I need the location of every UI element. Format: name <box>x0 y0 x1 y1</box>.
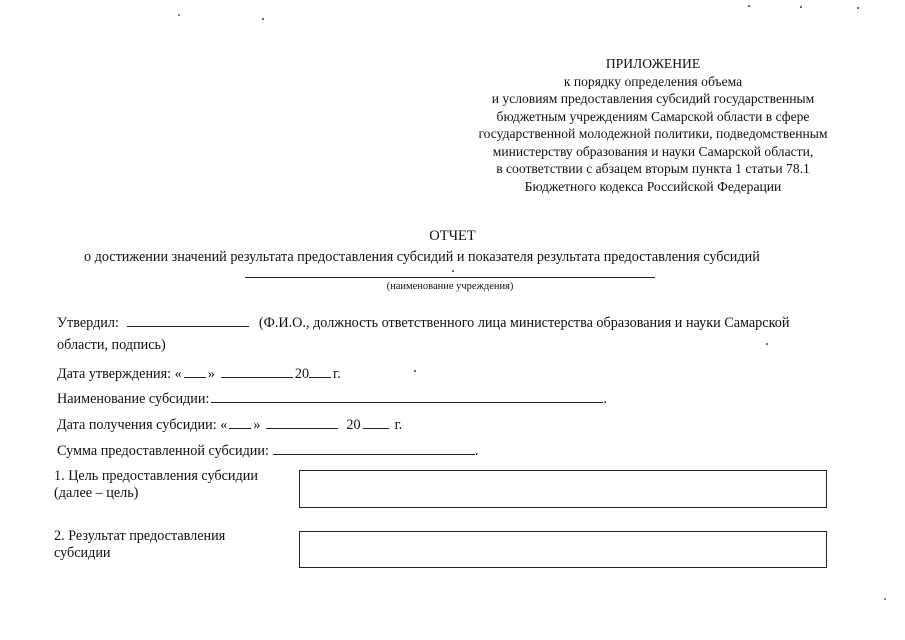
approval-month-blank[interactable] <box>221 363 293 378</box>
subsidy-name-blank[interactable] <box>211 388 603 403</box>
scan-speck <box>800 6 802 8</box>
subsidy-name-end: . <box>603 391 607 407</box>
receipt-year-blank[interactable] <box>363 414 389 429</box>
scan-speck <box>857 7 859 9</box>
approval-year-prefix: 20 <box>294 366 310 382</box>
appendix-line: бюджетным учреждениям Самарской области в сфере <box>496 108 810 124</box>
receipt-year-suffix: г. <box>394 417 403 433</box>
section-result-label <box>54 528 284 562</box>
appendix-line: и условиям предоставления субсидий государственным <box>491 91 815 106</box>
appendix-line: Бюджетного кодекса Российской Федерации <box>524 178 782 194</box>
appendix-header <box>452 55 854 195</box>
subsidy-amount-blank[interactable] <box>273 440 475 455</box>
section-goal-subtitle: (далее – цель) <box>54 485 139 501</box>
report-title: ОТЧЕТ <box>429 228 476 244</box>
approved-by-label: Утвердил: <box>57 315 119 331</box>
subsidy-name-label: Наименование субсидии: <box>57 391 210 407</box>
approval-day-blank[interactable] <box>184 363 206 378</box>
appendix-line: в соответствии с абзацем вторым пункта 1 статьи 78.1 <box>496 161 810 176</box>
appendix-title: ПРИЛОЖЕНИЕ <box>605 56 701 71</box>
scan-speck <box>748 5 750 7</box>
institution-caption: (наименование учреждения) <box>386 281 514 292</box>
section-goal-title: 1. Цель предоставления субсидии <box>54 468 258 484</box>
receipt-year-prefix: 20 <box>346 417 361 433</box>
subsidy-amount-label: Сумма предоставленной субсидии: <box>57 443 269 459</box>
section-result-box[interactable] <box>299 531 827 568</box>
report-subtitle: о достижении значений результата предоставления субсидий и показателя результата предоставления субсидий <box>84 249 760 265</box>
approved-by-suffix: (Ф.И.О., должность ответственного лица министерства образования и науки Самарской <box>258 315 790 331</box>
section-goal-box[interactable] <box>299 470 827 508</box>
approval-date-label: Дата утверждения: « <box>57 366 182 382</box>
subsidy-amount-row <box>57 440 478 460</box>
scan-speck <box>884 598 886 600</box>
appendix-line: министерству образования и науки Самарской области, <box>492 143 814 159</box>
approval-year-blank[interactable] <box>309 363 331 378</box>
approved-by-row <box>57 312 789 332</box>
approval-date-row <box>57 363 341 383</box>
receipt-month-blank[interactable] <box>266 414 338 429</box>
scan-speck <box>766 343 768 345</box>
section-result-title: 2. Результат предоставления <box>54 528 226 544</box>
receipt-day-blank[interactable] <box>229 414 251 429</box>
subsidy-name-row <box>57 388 607 408</box>
approval-date-quote-close: » <box>207 366 215 382</box>
receipt-date-label: Дата получения субсидии: « <box>57 417 228 433</box>
section-goal-label <box>54 468 284 502</box>
receipt-date-row <box>57 414 402 434</box>
scan-speck <box>414 370 416 372</box>
receipt-date-quote-close: » <box>253 417 261 433</box>
scan-speck <box>178 14 180 16</box>
appendix-line: к порядку определения объема <box>563 73 743 89</box>
approval-year-suffix: г. <box>333 366 341 382</box>
scan-speck <box>452 270 454 272</box>
section-result-subtitle: субсидии <box>54 545 111 561</box>
institution-name-line[interactable] <box>245 277 655 278</box>
scan-speck <box>262 18 264 20</box>
appendix-line: государственной молодежной политики, подведомственным <box>478 126 828 141</box>
approved-by-blank[interactable] <box>127 312 249 327</box>
approved-by-continuation: области, подпись) <box>57 337 166 353</box>
subsidy-amount-end: . <box>474 443 479 459</box>
approved-by-continuation-row <box>57 337 166 354</box>
